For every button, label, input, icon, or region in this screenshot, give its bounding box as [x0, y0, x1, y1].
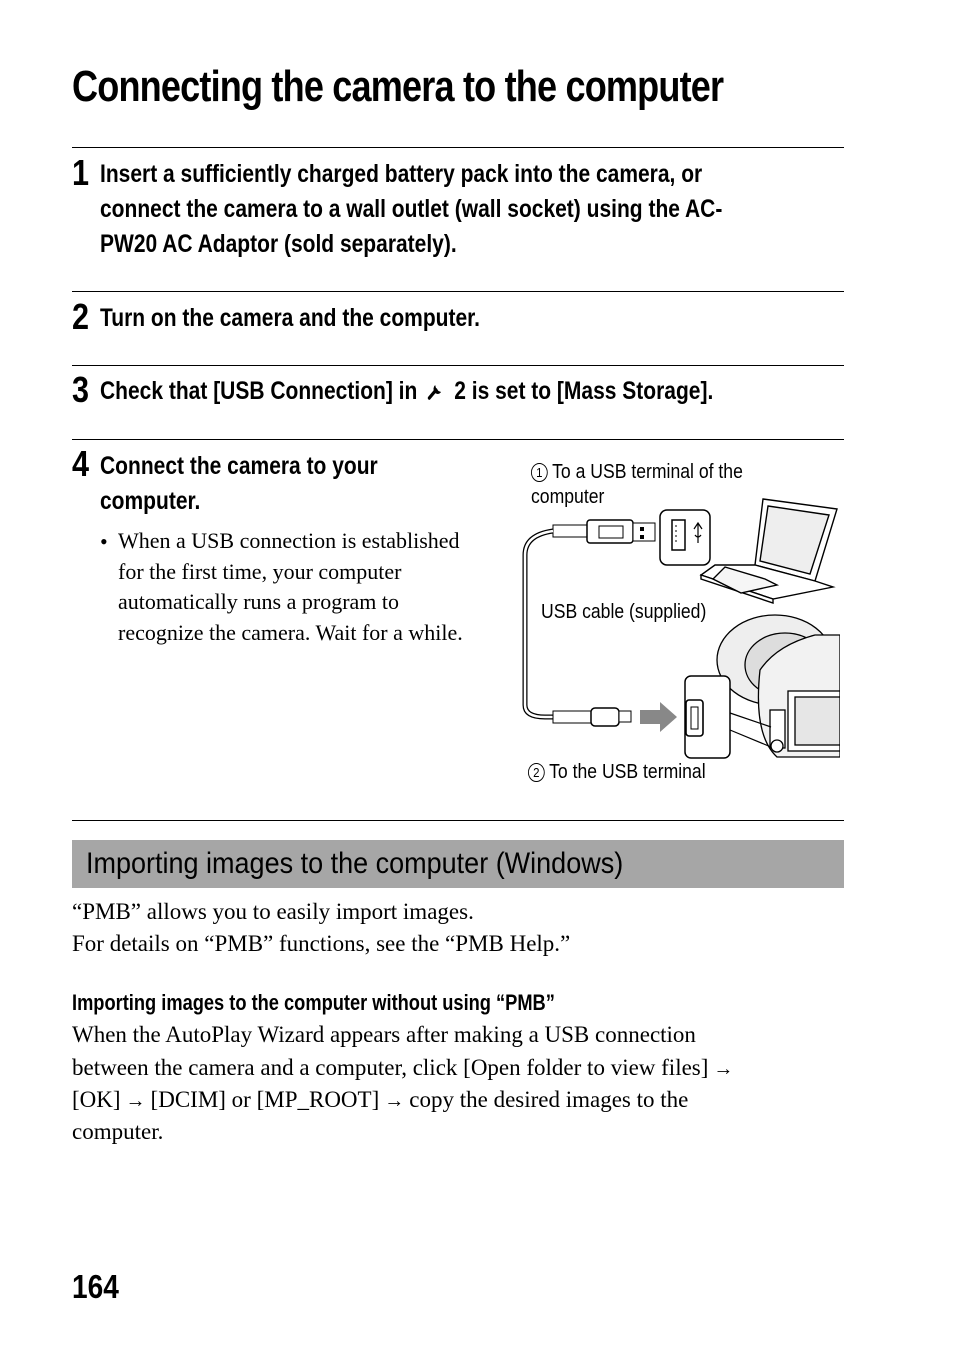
- paragraph-line: computer.: [72, 1119, 164, 1144]
- camera-illustration: [717, 615, 840, 757]
- step-2-line: Turn on the camera and the computer.: [100, 304, 481, 332]
- step-3-line: [100, 377, 713, 406]
- section-header: [72, 840, 844, 888]
- subheading: Importing images to the computer without using “PMB”: [72, 990, 555, 1015]
- paragraph-line: between the camera and a computer, click [Open folder to view files] →: [72, 1055, 738, 1081]
- arrow-icon: [640, 702, 677, 732]
- step-3-text-after: 2 is set to [Mass Storage].: [454, 377, 714, 405]
- diagram-label-1: 1 To a USB terminal of the: [531, 461, 743, 484]
- camera-usb-port-icon: [685, 676, 730, 758]
- arrow-icon: →: [125, 1090, 146, 1112]
- step-1-line: connect the camera to a wall outlet (wall socket) using the AC-: [100, 195, 723, 223]
- paragraph-line: [OK] → [DCIM] or [MP_ROOT] → copy the desired images to the: [72, 1087, 689, 1112]
- step-4-number: 4: [72, 443, 90, 484]
- page-number: 164: [72, 1268, 119, 1305]
- step-4-line: Connect the camera to your: [100, 452, 378, 480]
- cable-label: USB cable (supplied): [541, 601, 707, 623]
- divider: [72, 147, 844, 148]
- usb-connection-illustration: [515, 495, 840, 765]
- intro-line: For details on “PMB” functions, see the “PMB Help.”: [72, 931, 571, 956]
- step-2-number: 2: [72, 296, 90, 337]
- arrow-icon: →: [713, 1058, 734, 1080]
- divider: [72, 439, 844, 440]
- step-1-number: 1: [72, 152, 90, 193]
- diagram-label-1-cont: computer: [531, 486, 605, 508]
- arrow-icon: →: [384, 1090, 405, 1112]
- step-4-bullet: When a USB connection is established for the first time, your computer automatically runs a program to recognize the camera. Wait for a while.: [118, 528, 463, 645]
- page-title: Connecting the camera to the computer: [72, 62, 724, 111]
- step-3-number: 3: [72, 369, 90, 410]
- diagram-label-2: 2 To the USB terminal: [528, 761, 706, 784]
- paragraph-line: When the AutoPlay Wizard appears after making a USB connection: [72, 1022, 696, 1047]
- divider: [72, 365, 844, 366]
- laptop-illustration: [701, 499, 837, 603]
- step-4-line: computer.: [100, 487, 201, 515]
- step-1-line: Insert a sufficiently charged battery pack into the camera, or: [100, 160, 703, 188]
- step-3-text-before: Check that [USB Connection] in: [100, 377, 418, 405]
- section-title: Importing images to the computer (Windows): [86, 847, 624, 880]
- usb-plug-a-icon: [553, 520, 655, 543]
- intro-line: “PMB” allows you to easily import images.: [72, 899, 474, 924]
- bullet-dot: •: [100, 529, 108, 554]
- wrench-icon: [423, 377, 448, 406]
- step-1-line: PW20 AC Adaptor (sold separately).: [100, 230, 457, 258]
- divider: [72, 820, 844, 821]
- usb-plug-mini-icon: [553, 708, 631, 726]
- divider: [72, 291, 844, 292]
